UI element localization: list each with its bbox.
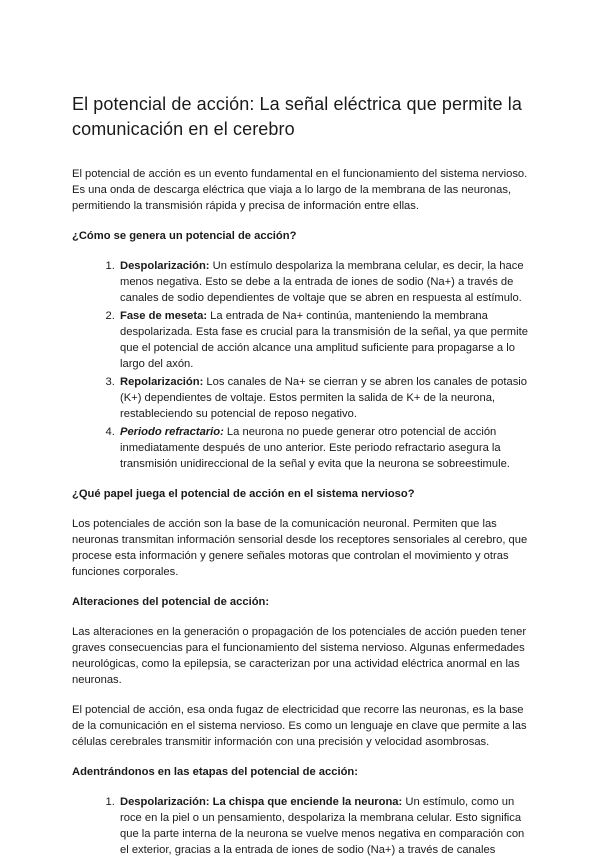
section-heading-stages: Adentrándonos en las etapas del potencial de acción: — [72, 766, 358, 778]
alterations-paragraph-2: El potencial de acción, esa onda fugaz de electricidad que recorre las neuronas, es la base de la comunicación en el sistema nervioso. Es como un lenguaje en clave que permite a las células cerebrales transmitir información con una precisión y velocidad asombrosas. — [72, 704, 527, 748]
list-item-term: Fase de meseta: — [120, 310, 208, 322]
generation-steps-list — [72, 258, 528, 472]
list-item-term: Despolarización: La chispa que enciende la neurona: — [120, 796, 403, 808]
section-heading-generation: ¿Cómo se genera un potencial de acción? — [72, 230, 297, 242]
list-item-text: La entrada de Na+ continúa, manteniendo la membrana despolarizada. Esta fase es crucial para la transmisión de la señal, ya que permite que el potencial de acción alcance una amplitud suficiente para propagarse a lo largo del axón. — [120, 310, 528, 370]
section-heading-role: ¿Qué papel juega el potencial de acción en el sistema nervioso? — [72, 488, 415, 500]
alterations-paragraph-1: Las alteraciones en la generación o propagación de los potenciales de acción pueden tener graves consecuencias para el funcionamiento del sistema nervioso. Algunas enfermedades neurológicas, como la epilepsia, se caracterizan por una actividad eléctrica anormal en las neuronas. — [72, 626, 527, 686]
stages-list — [72, 794, 528, 858]
list-item — [118, 794, 528, 858]
list-item-text: Los canales de Na+ se cierran y se abren los canales de potasio (K+) dependientes de voltaje. Estos permiten la salida de K+ de la neurona, restableciendo su potencial de reposo negativo. — [120, 376, 528, 420]
section-heading-alterations: Alteraciones del potencial de acción: — [72, 596, 270, 608]
list-item — [118, 258, 528, 306]
list-item — [118, 424, 528, 472]
intro-paragraph: El potencial de acción es un evento fundamental en el funcionamiento del sistema nervioso. Es una onda de descarga eléctrica que viaja a lo largo de la membrana de las neuronas, permitiendo la transmisión rápida y precisa de información entre ellas. — [72, 168, 528, 212]
list-item-text: Un estímulo despolariza la membrana celular, es decir, la hace menos negativa. Esto se debe a la entrada de iones de sodio (Na+) a través de canales de sodio dependientes de voltaje que se abren en respuesta al estímulo. — [120, 260, 524, 304]
document-title: El potencial de acción: La señal eléctrica que permite la comunicación en el cerebro — [72, 94, 522, 139]
role-paragraph: Los potenciales de acción son la base de la comunicación neuronal. Permiten que las neuronas transmitan información sensorial desde los receptores sensoriales al cerebro, que procese esta información y genere señales motoras que controlan el movimiento y otras funciones corporales. — [72, 518, 528, 578]
list-item — [118, 308, 528, 372]
list-item-term: Despolarización: — [120, 260, 210, 272]
list-item — [118, 374, 528, 422]
list-item-text: Un estímulo, como un roce en la piel o un pensamiento, despolariza la membrana celular. Esto significa que la parte interna de la neurona se vuelve menos negativa en comparación con el exterior, gracias a la entrada de iones de sodio (Na+) a través de canales — [120, 796, 525, 856]
list-item-term: Repolarización: — [120, 376, 204, 388]
list-item-text: La neurona no puede generar otro potencial de acción inmediatamente después de uno anterior. Este periodo refractario asegura la transmisión unidireccional de la señal y evita que la neurona se sobreestimule. — [120, 426, 510, 470]
list-item-term: Periodo refractario: — [120, 426, 224, 438]
